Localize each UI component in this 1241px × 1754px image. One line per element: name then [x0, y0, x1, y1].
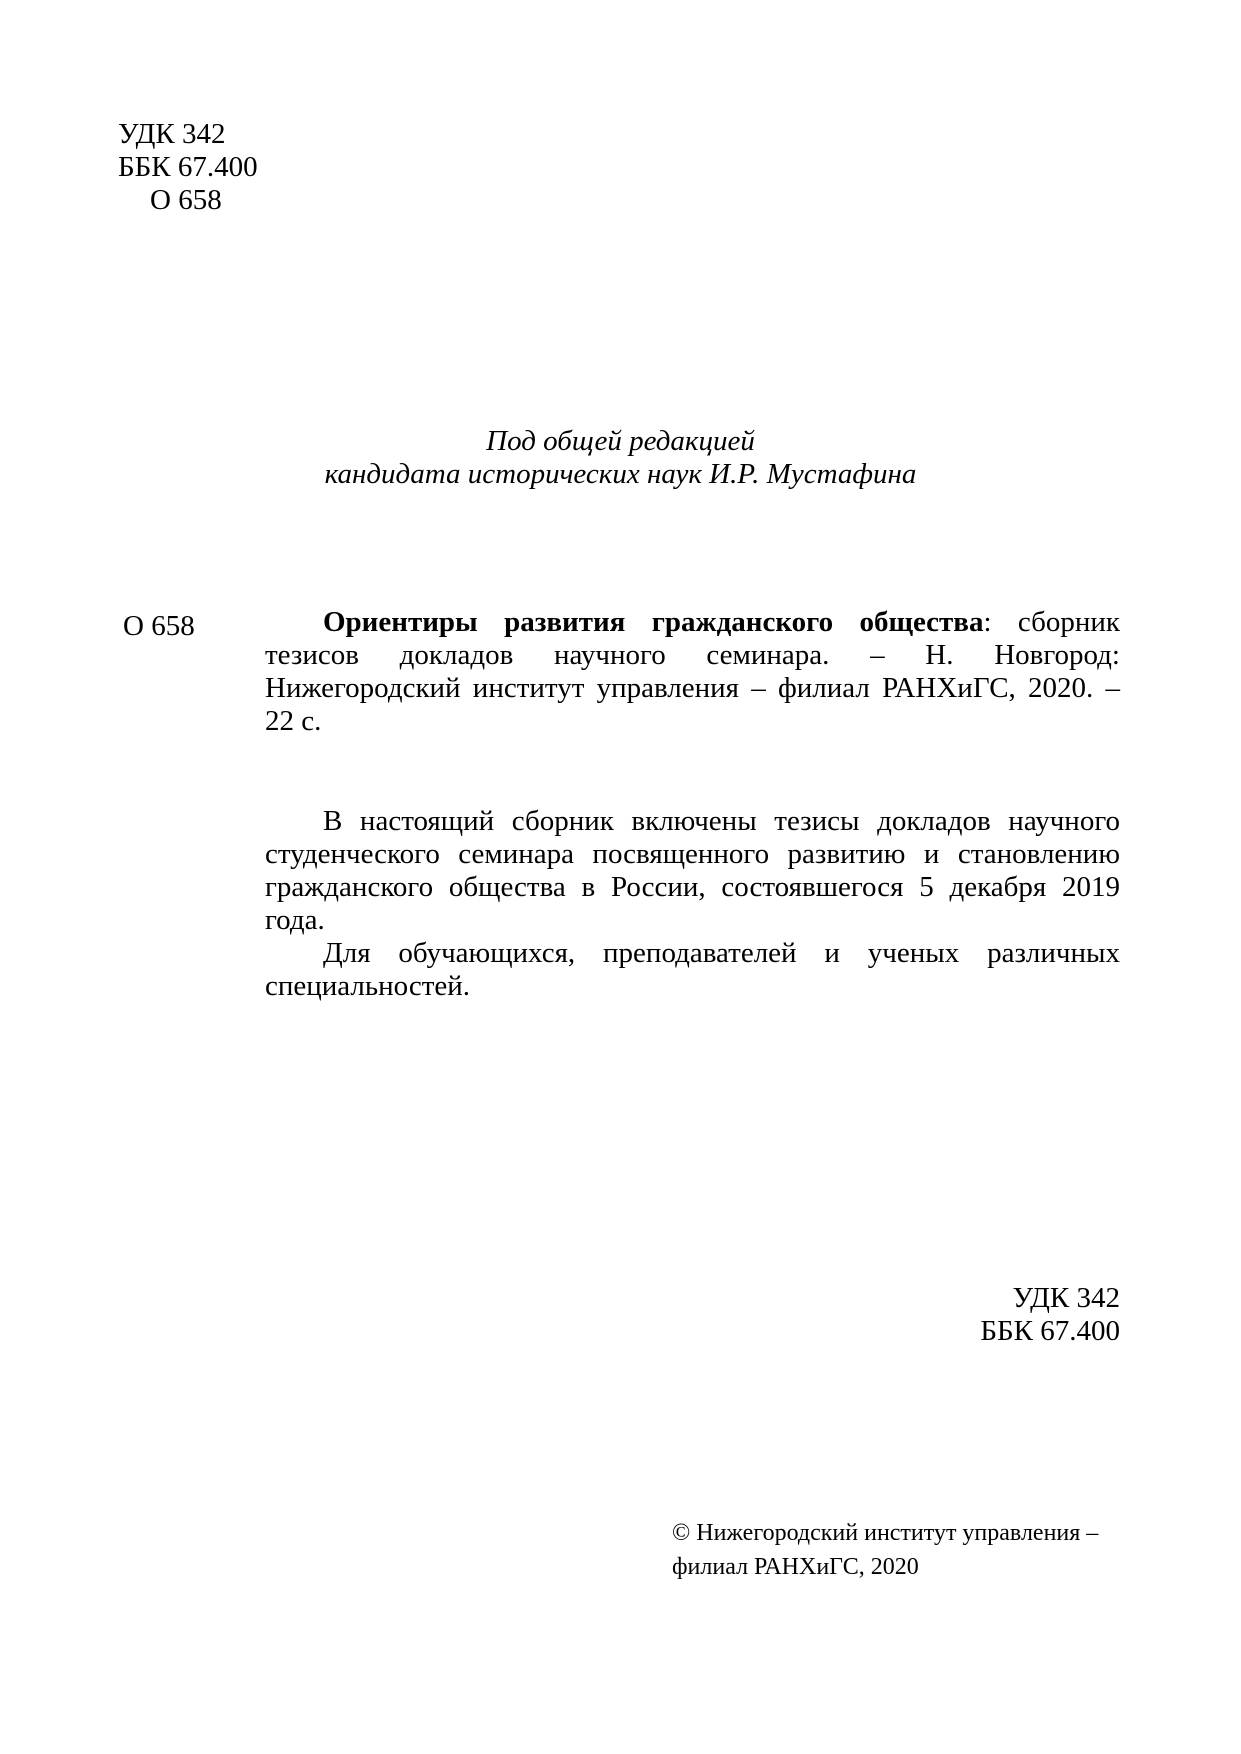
editorship-block — [0, 425, 1241, 491]
bbk-code-bottom: ББК 67.400 — [980, 1315, 1120, 1347]
annotation-paragraph-1: В настоящий сборник включены тезисы докладов научного студенческого семинара посвященного развитию и становлению гражданского общества в России, состоявшегося 5 декабря 2019 года. — [265, 805, 1120, 936]
bibliographic-description — [265, 606, 1120, 738]
annotation — [265, 805, 1120, 1003]
book-title: Ориентиры развития гражданского общества — [323, 606, 984, 638]
classification-codes-top — [118, 118, 258, 217]
bbk-code: ББК 67.400 — [118, 151, 258, 183]
editorship-line-2: кандидата исторических наук И.Р. Мустафина — [324, 458, 917, 490]
bibliographic-paragraph — [265, 606, 1120, 738]
udk-code: УДК 342 — [118, 118, 226, 150]
author-mark: О 658 — [150, 184, 222, 216]
udk-code-bottom: УДК 342 — [1012, 1282, 1120, 1314]
editorship-line-1: Под общей редакцией — [486, 425, 755, 457]
annotation-paragraph-2: Для обучающихся, преподавателей и ученых различных специальностей. — [265, 937, 1120, 1002]
copyright-line-1: © Нижегородский институт управления – — [672, 1520, 1099, 1546]
classification-codes-bottom — [900, 1282, 1120, 1348]
bibliographic-details: : сборник тезисов докладов научного семинара. – Н. Новгород: Нижегородский институт управления – филиал РАНХиГС, 2020. – 22 с. — [265, 606, 1120, 737]
catalog-author-mark: О 658 — [123, 610, 195, 642]
copyright-line-2: филиал РАНХиГС, 2020 — [672, 1554, 919, 1580]
copyright-notice — [672, 1516, 1098, 1584]
